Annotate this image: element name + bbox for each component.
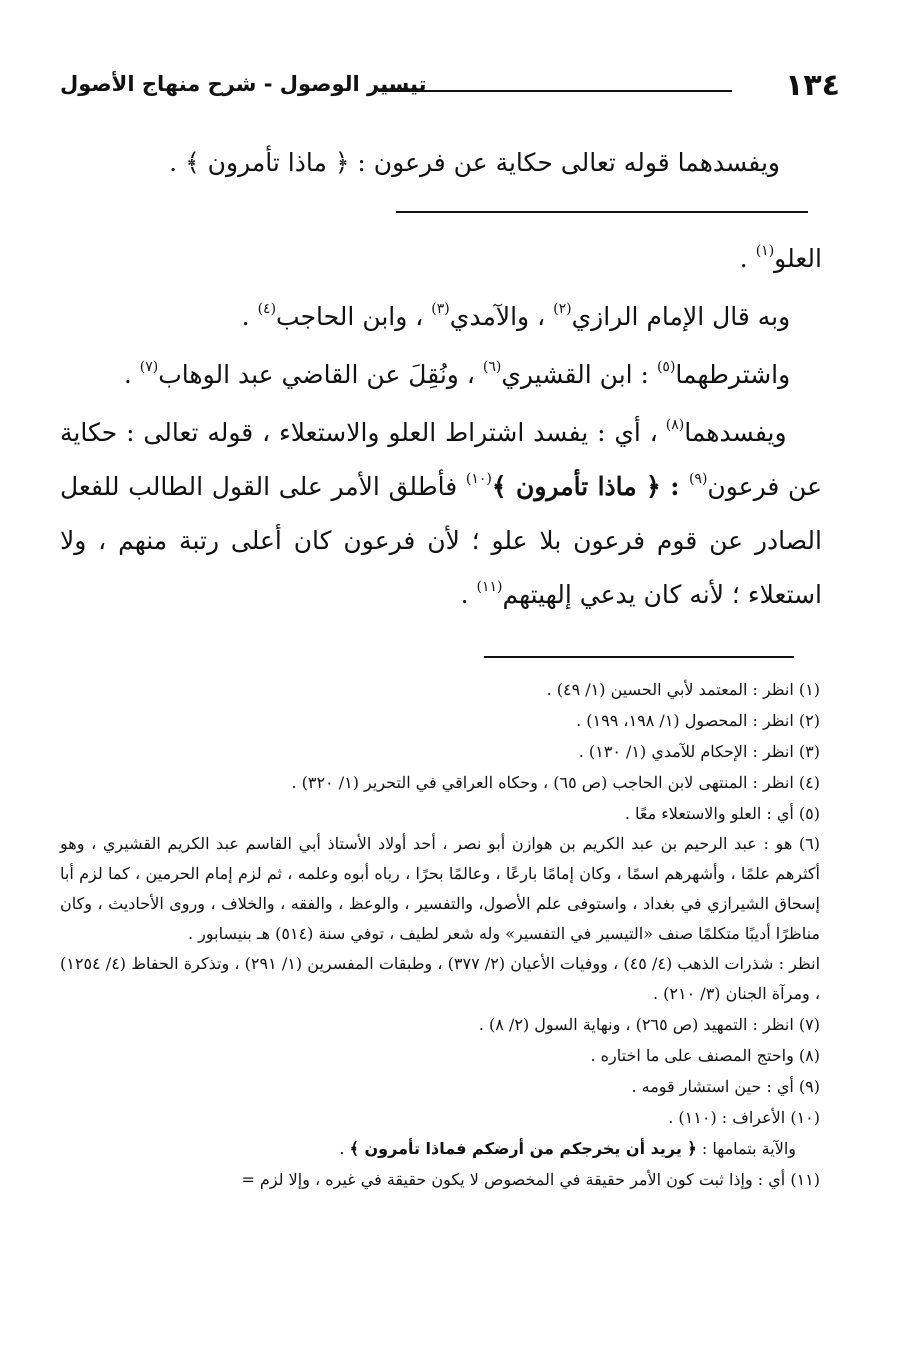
p2-text-c: ، وابن الحاجب	[276, 302, 432, 331]
footnote-ref-4: (٤)	[257, 301, 277, 317]
footnote-ref-3: (٣)	[431, 301, 450, 317]
p3-text-a: واشترطهما	[675, 360, 791, 389]
p4-quran-quote: : ﴿ ماذا تأمرون ﴾	[491, 472, 689, 501]
p4-text-b: ، أي : يفسد اشتراط العلو والاستعلاء ، قوله تعالى : حكاية عن فرعون	[60, 418, 822, 501]
quote-text: ويفسدهما قوله تعالى حكاية عن فرعون : ﴿ ماذا تأمرون ﴾ .	[169, 148, 780, 177]
footnote-3: (٣) انظر : الإحكام للآمدي (١/ ١٣٠) .	[578, 742, 820, 761]
carried-over-quote-line	[140, 148, 780, 177]
p1-text: العلو	[774, 244, 822, 273]
footnote-4: (٤) انظر : المنتهى لابن الحاجب (ص ٦٥) ، وحكاه العراقي في التحرير (١/ ٣٢٠) .	[291, 773, 820, 792]
footnote-ref-5: (٥)	[656, 359, 676, 375]
header-rule	[378, 90, 732, 92]
main-body-text	[60, 232, 822, 622]
footnote-ref-9: (٩)	[688, 471, 708, 487]
footnote-7: (٧) انظر : التمهيد (ص ٢٦٥) ، ونهاية السول (٢/ ٨) .	[478, 1015, 820, 1034]
paragraph-4	[60, 406, 822, 622]
footnote-2: (٢) انظر : المحصول (١/ ١٩٨، ١٩٩) .	[576, 711, 820, 730]
p2-text-b: ، والآمدي	[449, 302, 554, 331]
footnote-5: (٥) أي : العلو والاستعلاء معًا .	[624, 804, 820, 823]
paragraph-3	[60, 348, 822, 402]
footnote-6: (٦) هو : عبد الرحيم بن عبد الكريم بن هوازن أبو نصر ، أحد أولاد الأستاذ أبي القاسم عبد الكريم القشيري ، وهو أكثرهم علمًا ، وأشهرهم اسمًا ، وكان إمامًا بارعًا ، وعالمًا بحرًا ، رباه أبوه وعلمه ، ثم لزم إمام الحرمين ، كما لزم أبا إسحاق الشيرازي في بغداد ، واستوفى علم الأصول، والتفسير ، والوعظ ، والفقه ، والخلاف ، وروى الأحاديث ، وكان مناظرًا أديبًا متكلمًا صنف «التيسير في التفسير» وله شعر لطيف ، توفي سنة (٥١٤) هـ بنيسابور .	[60, 834, 820, 943]
footnote-8: (٨) واحتج المصنف على ما اختاره .	[590, 1046, 820, 1065]
quote-separator-rule	[396, 211, 808, 213]
footnote-6-sources: انظر : شذرات الذهب (٤/ ٤٥) ، ووفيات الأعيان (٢/ ٣٧٧) ، وطبقات المفسرين (١/ ٢٩١) ، وتذكرة الحفاظ (٤/ ١٢٥٤) ، ومرآة الجنان (٣/ ٢١٠) .	[60, 954, 821, 1003]
running-title: تيسير الوصول - شرح منهاج الأصول	[60, 72, 427, 96]
p3-text-d: .	[123, 360, 140, 389]
footnote-9: (٩) أي : حين استشار قومه .	[631, 1077, 820, 1096]
page-header	[60, 64, 840, 110]
p2-text-a: وبه قال الإمام الرازي	[571, 302, 791, 331]
footnote-separator-rule	[484, 656, 794, 658]
p1-end: .	[739, 244, 756, 273]
footnote-11: (١١) أي : وإذا ثبت كون الأمر حقيقة في المخصوص لا يكون حقيقة في غيره ، وإلا لزم =	[241, 1170, 820, 1189]
p2-text-d: .	[241, 302, 258, 331]
footnote-ref-1: (١)	[755, 243, 775, 259]
verse-intro: والآية بتمامها :	[696, 1139, 796, 1158]
paragraph-1	[60, 232, 822, 286]
footnote-ref-11: (١١)	[476, 579, 503, 595]
verse-text: ﴿ يريد أن يخرجكم من أرضكم فماذا تأمرون ﴾	[349, 1139, 697, 1158]
footnote-ref-10: (١٠)	[465, 471, 492, 487]
footnote-1: (١) انظر : المعتمد لأبي الحسين (١/ ٤٩) .	[546, 680, 820, 699]
footnote-ref-2: (٢)	[553, 301, 572, 317]
paragraph-2	[60, 290, 822, 344]
footnote-10: (١٠) الأعراف : (١١٠) .	[668, 1108, 820, 1127]
footnotes	[60, 674, 820, 1195]
page-number: ١٣٤	[785, 68, 840, 103]
footnote-ref-6: (٦)	[482, 359, 502, 375]
p3-text-c: ، ونُقِلَ عن القاضي عبد الوهاب	[158, 360, 483, 389]
footnote-10-verse	[60, 1133, 796, 1164]
p4-text-a: ويفسدهما	[684, 418, 787, 447]
p3-text-b: : ابن القشيري	[501, 360, 657, 389]
verse-end: .	[339, 1139, 350, 1158]
p4-text-d: فأطلق الأمر على القول الطالب للفعل الصادر عن قوم فرعون بلا علو ؛ لأن فرعون كان أعلى رتبة منهم ، ولا استعلاء ؛ لأنه كان يدعي إلهيتهم	[60, 472, 822, 609]
footnote-ref-7: (٧)	[139, 359, 159, 375]
footnote-ref-8: (٨)	[665, 417, 685, 433]
p4-text-e: .	[460, 580, 477, 609]
